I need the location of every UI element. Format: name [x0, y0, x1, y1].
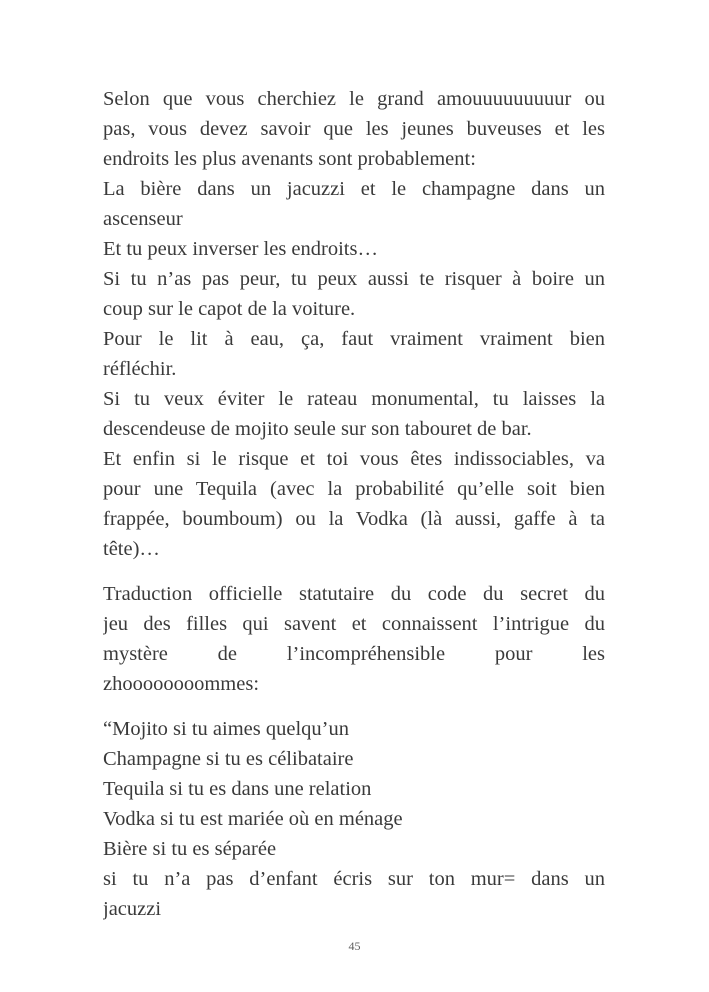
text-line: réfléchir.: [103, 358, 177, 380]
text-line: jacuzzi: [103, 898, 162, 920]
text-line: Champagne si tu es célibataire: [103, 748, 354, 770]
paragraph-block: [103, 84, 605, 564]
text-line: jeu des filles qui savent et connaissent l’intrigue du: [103, 613, 605, 635]
text-line: Vodka si tu est mariée où en ménage: [103, 808, 403, 830]
text-line: La bière dans un jacuzzi et le champagne dans un: [103, 178, 605, 200]
text-line: Selon que vous cherchiez le grand amouuuuuuuuur ou: [103, 88, 605, 110]
text-line: Si tu veux éviter le rateau monumental, tu laisses la: [103, 388, 605, 410]
text-line: frappée, boumboum) ou la Vodka (là aussi, gaffe à ta: [103, 508, 605, 530]
text-line: pour une Tequila (avec la probabilité qu’elle soit bien: [103, 478, 605, 500]
text-line: si tu n’a pas d’enfant écris sur ton mur= dans un: [103, 868, 605, 890]
text-line: endroits les plus avenants sont probablement:: [103, 148, 476, 170]
text-line: mystère de l’incompréhensible pour les: [103, 643, 605, 665]
text-line: ascenseur: [103, 208, 183, 230]
text-line: Si tu n’as pas peur, tu peux aussi te risquer à boire un: [103, 268, 605, 290]
paragraph-block: [103, 714, 605, 924]
text-line: Bière si tu es séparée: [103, 838, 277, 860]
page-number: 45: [348, 939, 361, 953]
text-line: Pour le lit à eau, ça, faut vraiment vraiment bien: [103, 328, 605, 350]
text-line: Traduction officielle statutaire du code du secret du: [103, 583, 605, 605]
text-line: Et enfin si le risque et toi vous êtes indissociables, va: [103, 448, 605, 470]
text-line: coup sur le capot de la voiture.: [103, 298, 356, 320]
text-line: descendeuse de mojito seule sur son tabouret de bar.: [103, 418, 532, 440]
text-line: pas, vous devez savoir que les jeunes buveuses et les: [103, 118, 605, 140]
text-line: “Mojito si tu aimes quelqu’un: [103, 718, 349, 740]
text-line: Tequila si tu es dans une relation: [103, 778, 372, 800]
text-line: tête)…: [103, 538, 160, 560]
text-line: Et tu peux inverser les endroits…: [103, 238, 378, 260]
text-line: zhoooooooommes:: [103, 673, 260, 695]
paragraph-block: [103, 579, 605, 699]
page-text-body: [103, 84, 605, 924]
